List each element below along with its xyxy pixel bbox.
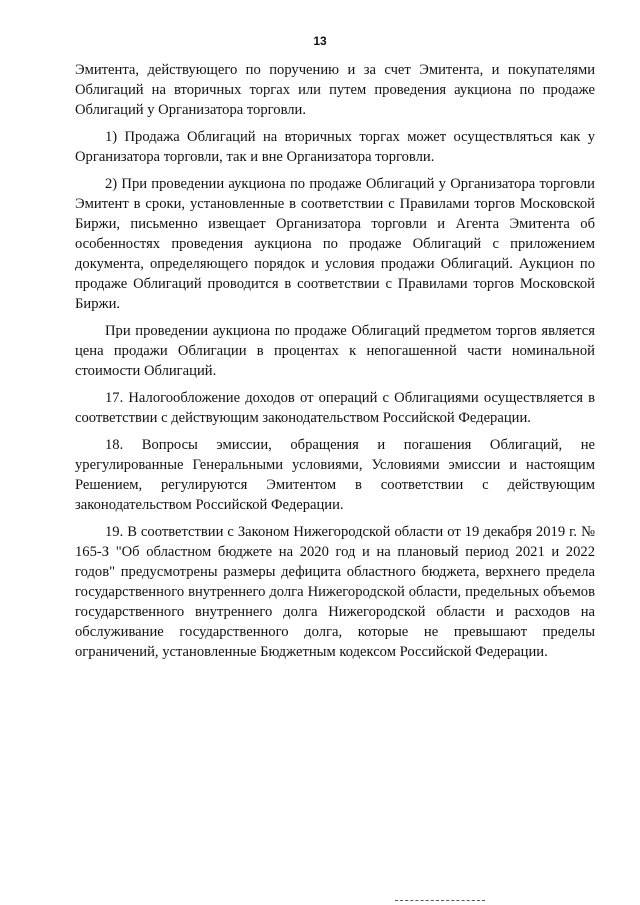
paragraph-item-18: 18. Вопросы эмиссии, обращения и погашения Облигаций, не урегулированные Генеральными условиями, Условиями эмиссии и настоящим Решением, регулируются Эмитентом в соответствии с действующим законодательством Российской Федерации. [75,437,595,513]
document-body [75,60,595,669]
paragraph-issuer-buyers: Эмитента, действующего по поручению и за счет Эмитента, и покупателями Облигаций на вторичных торгах или путем проведения аукциона по продаже Облигаций у Организатора торговли. [75,62,595,118]
page-number: 13 [313,34,327,48]
footer-divider [395,900,485,901]
paragraph-item-19: 19. В соответствии с Законом Нижегородской области от 19 декабря 2019 г. № 165-З "Об областном бюджете на 2020 год и на плановый период 2021 и 2022 годов" предусмотрены размеры дефицита областного бюджета, верхнего предела государственного внутреннего долга Нижегородской области, предельных объемов государственного внутреннего долга Нижегородской области и расходов на обслуживание государственного долга, которые не превышают пределы ограничений, установленные Бюджетным кодексом Российской Федерации. [75,524,595,660]
paragraph-auction-subject: При проведении аукциона по продаже Облигаций предметом торгов является цена продажи Облигации в процентах к непогашенной части номинальной стоимости Облигаций. [75,323,595,379]
paragraph-auction-notice: 2) При проведении аукциона по продаже Облигаций у Организатора торговли Эмитент в сроки, установленные в соответствии с Правилами торгов Московской Биржи, письменно извещает Организатора торговли и Агента Эмитента об особенностях проведения аукциона по продаже Облигаций с приложением документа, определяющего порядок и условия продажи Облигаций. Аукцион по продаже Облигаций проводится в соответствии с Правилами торгов Московской Биржи. [75,176,595,312]
paragraph-item-17: 17. Налогообложение доходов от операций с Облигациями осуществляется в соответствии с действующим законодательством Российской Федерации. [75,390,595,426]
paragraph-secondary-trading: 1) Продажа Облигаций на вторичных торгах может осуществляться как у Организатора торговли, так и вне Организатора торговли. [75,129,595,165]
